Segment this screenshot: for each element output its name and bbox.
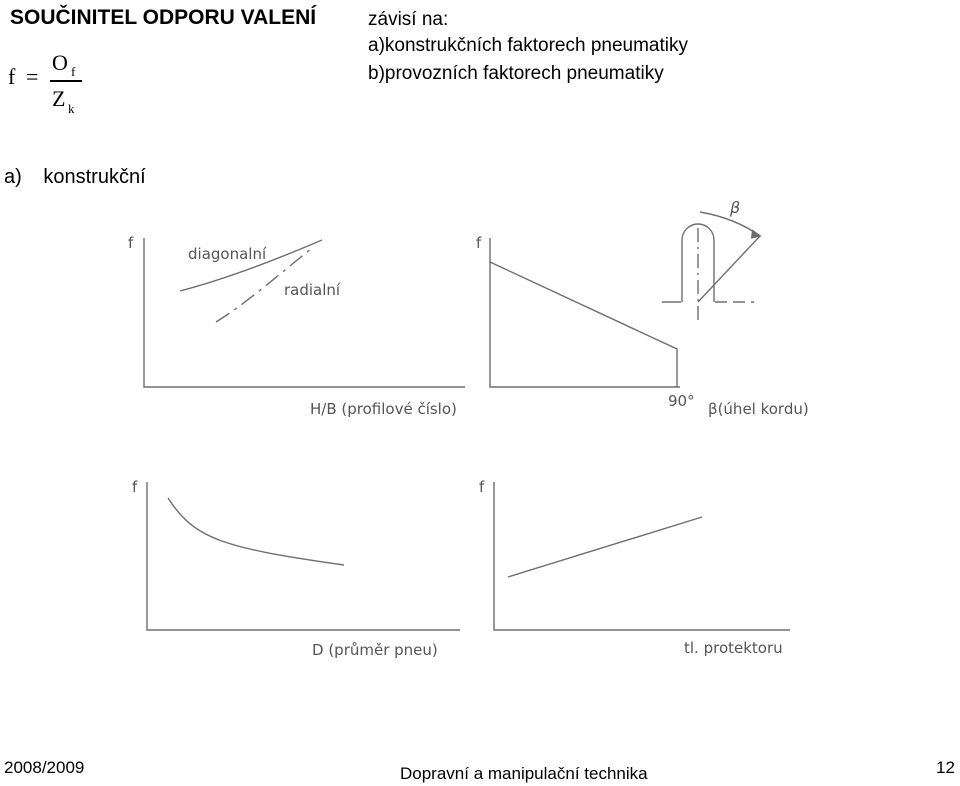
- curve-diameter: [168, 498, 344, 565]
- curve-thickness: [508, 517, 702, 577]
- graph-beta-x-label: β(úhel kordu): [708, 400, 809, 418]
- graph-d-axes: [147, 482, 460, 630]
- section-title: konstrukční: [43, 166, 146, 188]
- graph-hb-y-label: f: [128, 234, 134, 252]
- section-label: a): [4, 166, 22, 188]
- formula-lhs: f: [8, 64, 16, 89]
- curve-beta: [490, 262, 677, 387]
- graph-tl: [494, 482, 790, 630]
- graph-beta-y-label: f: [476, 234, 482, 252]
- graph-tl-axes: [494, 482, 790, 630]
- factor-constructional: a)konstrukčních faktorech pneumatiky: [368, 35, 688, 56]
- formula-denominator-sub: k: [68, 101, 75, 116]
- factor-operational: b)provozních faktorech pneumatiky: [368, 63, 664, 84]
- footer-year: 2008/2009: [4, 758, 85, 777]
- curve-radial-label: radialní: [284, 281, 341, 299]
- cord-line: [698, 236, 760, 302]
- footer-course: Dopravní a manipulační technika: [400, 764, 648, 783]
- angle-arrow-head: [751, 230, 760, 238]
- graph-beta: [490, 212, 760, 387]
- graph-d-y-label: f: [132, 478, 138, 496]
- depends-on-label: závisí na:: [368, 9, 449, 30]
- curve-diagonal-label: diagonalní: [188, 245, 267, 263]
- footer-page-number: 12: [936, 758, 955, 777]
- slide-title: SOUČINITEL ODPORU VALENÍ: [10, 6, 317, 29]
- graph-hb-x-label: H/B (profilové číslo): [310, 400, 457, 418]
- formula-denominator: Z: [52, 86, 66, 111]
- graph-beta-x-tick: 90°: [668, 392, 695, 410]
- formula-numerator-sub: f: [71, 64, 76, 79]
- formula-numerator: O: [52, 50, 68, 75]
- graph-beta-axes: [490, 238, 680, 387]
- graph-d: [147, 482, 460, 630]
- beta-angle-symbol: β: [730, 198, 741, 217]
- graph-d-x-label: D (průměr pneu): [312, 641, 438, 659]
- formula-equals: =: [26, 64, 39, 89]
- graph-tl-y-label: f: [479, 478, 485, 496]
- graph-tl-x-label: tl. protektoru: [684, 639, 783, 657]
